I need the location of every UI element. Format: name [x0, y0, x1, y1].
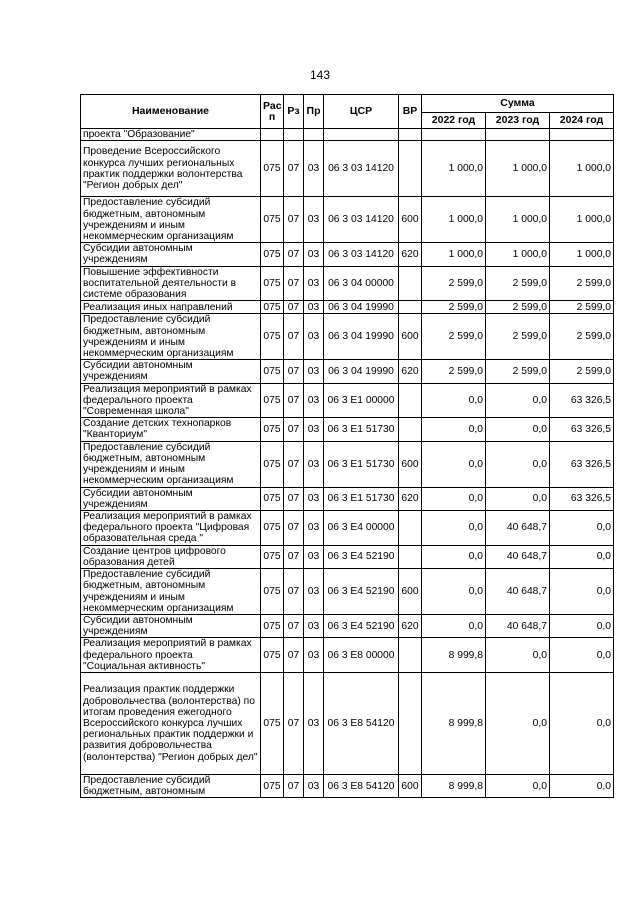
table-row — [81, 775, 614, 798]
row-amount-2022: 8 999,8 — [422, 638, 486, 673]
table-row — [81, 266, 614, 301]
row-amount-2022 — [422, 129, 486, 141]
row-vr: 620 — [399, 243, 422, 266]
row-csr: 06 3 03 14120 — [324, 243, 399, 266]
table-row — [81, 197, 614, 243]
row-amount-2022: 0,0 — [422, 418, 486, 441]
row-rz: 07 — [284, 301, 304, 314]
row-csr: 06 3 E4 52190 — [324, 615, 399, 638]
row-csr: 06 3 03 14120 — [324, 197, 399, 243]
row-csr: 06 3 E4 52190 — [324, 545, 399, 568]
table-row — [81, 129, 614, 141]
row-ras: 075 — [261, 141, 284, 197]
row-csr: 06 3 04 19990 — [324, 314, 399, 360]
row-ras: 075 — [261, 360, 284, 383]
table-row — [81, 615, 614, 638]
row-vr: 600 — [399, 775, 422, 798]
row-amount-2023: 1 000,0 — [486, 197, 550, 243]
row-amount-2024: 0,0 — [550, 638, 614, 673]
row-csr: 06 3 E1 00000 — [324, 383, 399, 418]
row-vr: 600 — [399, 197, 422, 243]
row-rz: 07 — [284, 314, 304, 360]
row-ras: 075 — [261, 545, 284, 568]
page-number: 143 — [309, 68, 331, 82]
row-rz: 07 — [284, 569, 304, 615]
row-ras: 075 — [261, 314, 284, 360]
row-amount-2023: 0,0 — [486, 441, 550, 487]
header-pr: Пр — [304, 95, 324, 129]
table-row — [81, 545, 614, 568]
row-name: Предоставление субсидий бюджетным, автономным — [81, 775, 261, 798]
row-amount-2024: 1 000,0 — [550, 243, 614, 266]
row-vr — [399, 638, 422, 673]
row-name: Субсидии автономным учреждениям — [81, 243, 261, 266]
row-amount-2022: 0,0 — [422, 569, 486, 615]
row-name: Реализация мероприятий в рамках федерального проекта "Современная школа" — [81, 383, 261, 418]
row-pr: 03 — [304, 545, 324, 568]
row-amount-2023: 2 599,0 — [486, 314, 550, 360]
header-csr: ЦСР — [324, 95, 399, 129]
row-amount-2023: 0,0 — [486, 673, 550, 775]
row-csr: 06 3 E1 51730 — [324, 418, 399, 441]
row-pr: 03 — [304, 197, 324, 243]
row-ras: 075 — [261, 511, 284, 546]
row-name: Реализация мероприятий в рамках федерального проекта "Цифровая образовательная среда " — [81, 511, 261, 546]
row-amount-2024: 63 326,5 — [550, 418, 614, 441]
row-ras: 075 — [261, 673, 284, 775]
row-ras: 075 — [261, 441, 284, 487]
row-vr — [399, 383, 422, 418]
row-amount-2023: 0,0 — [486, 775, 550, 798]
row-pr: 03 — [304, 141, 324, 197]
row-name: Создание детских технопарков "Кванториум" — [81, 418, 261, 441]
row-amount-2022: 0,0 — [422, 441, 486, 487]
row-pr: 03 — [304, 569, 324, 615]
row-name: Реализация практик поддержки добровольчества (волонтерства) по итогам проведения ежегодного Всероссийского конкурса лучших региональных практик поддержки и развития добровольчества (волонтерства) "Регион добрых дел" — [81, 673, 261, 775]
row-amount-2023: 2 599,0 — [486, 301, 550, 314]
row-amount-2022: 8 999,8 — [422, 775, 486, 798]
row-rz: 07 — [284, 615, 304, 638]
row-amount-2023: 1 000,0 — [486, 243, 550, 266]
row-pr: 03 — [304, 638, 324, 673]
row-amount-2022: 1 000,0 — [422, 197, 486, 243]
row-pr: 03 — [304, 360, 324, 383]
header-year-2023: 2023 год — [486, 113, 550, 129]
row-amount-2024: 63 326,5 — [550, 383, 614, 418]
table-body — [81, 129, 614, 798]
row-amount-2022: 0,0 — [422, 487, 486, 510]
row-csr: 06 3 E1 51730 — [324, 487, 399, 510]
table-header — [81, 95, 614, 129]
row-rz: 07 — [284, 775, 304, 798]
row-ras: 075 — [261, 243, 284, 266]
row-ras: 075 — [261, 418, 284, 441]
row-amount-2024: 1 000,0 — [550, 197, 614, 243]
row-amount-2024: 2 599,0 — [550, 314, 614, 360]
row-vr — [399, 545, 422, 568]
row-rz: 07 — [284, 673, 304, 775]
row-rz: 07 — [284, 243, 304, 266]
table-row — [81, 487, 614, 510]
row-rz: 07 — [284, 197, 304, 243]
row-amount-2024: 0,0 — [550, 545, 614, 568]
row-vr: 600 — [399, 569, 422, 615]
row-amount-2022: 2 599,0 — [422, 314, 486, 360]
row-csr: 06 3 04 19990 — [324, 360, 399, 383]
row-vr — [399, 511, 422, 546]
row-name: Предоставление субсидий бюджетным, автономным учреждениям и иным некоммерческим организациям — [81, 569, 261, 615]
row-amount-2024: 2 599,0 — [550, 301, 614, 314]
table-row — [81, 383, 614, 418]
row-amount-2022: 2 599,0 — [422, 301, 486, 314]
row-amount-2022: 0,0 — [422, 545, 486, 568]
budget-table — [80, 94, 614, 798]
row-pr: 03 — [304, 418, 324, 441]
row-amount-2023: 0,0 — [486, 487, 550, 510]
row-vr: 620 — [399, 487, 422, 510]
row-amount-2023: 2 599,0 — [486, 360, 550, 383]
row-amount-2022: 1 000,0 — [422, 243, 486, 266]
header-sum: Сумма — [422, 95, 614, 113]
row-ras — [261, 129, 284, 141]
table-row — [81, 441, 614, 487]
row-amount-2023: 40 648,7 — [486, 545, 550, 568]
row-pr — [304, 129, 324, 141]
row-pr: 03 — [304, 615, 324, 638]
row-amount-2023 — [486, 129, 550, 141]
table-row — [81, 301, 614, 314]
row-csr: 06 3 03 14120 — [324, 141, 399, 197]
row-amount-2023: 2 599,0 — [486, 266, 550, 301]
row-pr: 03 — [304, 243, 324, 266]
row-name: Предоставление субсидий бюджетным, автономным учреждениям и иным некоммерческим организациям — [81, 441, 261, 487]
header-name: Наименование — [81, 95, 261, 129]
row-pr: 03 — [304, 511, 324, 546]
row-name: Реализация иных направлений — [81, 301, 261, 314]
row-ras: 075 — [261, 569, 284, 615]
row-name: Субсидии автономным учреждениям — [81, 360, 261, 383]
header-rz: Рз — [284, 95, 304, 129]
row-pr: 03 — [304, 383, 324, 418]
row-amount-2022: 0,0 — [422, 511, 486, 546]
row-rz: 07 — [284, 360, 304, 383]
row-csr: 06 3 E8 00000 — [324, 638, 399, 673]
row-csr: 06 3 04 19990 — [324, 301, 399, 314]
header-year-2022: 2022 год — [422, 113, 486, 129]
row-amount-2023: 0,0 — [486, 638, 550, 673]
row-name: проекта "Образование" — [81, 129, 261, 141]
row-name: Предоставление субсидий бюджетным, автономным учреждениям и иным некоммерческим организациям — [81, 314, 261, 360]
row-pr: 03 — [304, 775, 324, 798]
row-amount-2023: 40 648,7 — [486, 569, 550, 615]
row-amount-2023: 0,0 — [486, 418, 550, 441]
table-row — [81, 418, 614, 441]
row-ras: 075 — [261, 487, 284, 510]
row-name: Субсидии автономным учреждениям — [81, 487, 261, 510]
row-amount-2023: 0,0 — [486, 383, 550, 418]
row-amount-2024: 2 599,0 — [550, 266, 614, 301]
row-amount-2023: 1 000,0 — [486, 141, 550, 197]
header-year-2024: 2024 год — [550, 113, 614, 129]
row-vr: 600 — [399, 314, 422, 360]
row-ras: 075 — [261, 615, 284, 638]
row-amount-2022: 2 599,0 — [422, 360, 486, 383]
row-amount-2022: 0,0 — [422, 615, 486, 638]
row-csr — [324, 129, 399, 141]
row-vr — [399, 266, 422, 301]
row-amount-2024: 0,0 — [550, 569, 614, 615]
row-pr: 03 — [304, 314, 324, 360]
row-pr: 03 — [304, 441, 324, 487]
row-vr — [399, 301, 422, 314]
row-amount-2022: 1 000,0 — [422, 141, 486, 197]
row-rz: 07 — [284, 487, 304, 510]
row-rz: 07 — [284, 266, 304, 301]
row-vr — [399, 129, 422, 141]
row-csr: 06 3 E8 54120 — [324, 673, 399, 775]
row-vr — [399, 673, 422, 775]
row-ras: 075 — [261, 301, 284, 314]
row-name: Создание центров цифрового образования детей — [81, 545, 261, 568]
row-pr: 03 — [304, 266, 324, 301]
table-row — [81, 314, 614, 360]
row-name: Повышение эффективности воспитательной деятельности в системе образования — [81, 266, 261, 301]
row-rz: 07 — [284, 638, 304, 673]
table-row — [81, 638, 614, 673]
row-amount-2024 — [550, 129, 614, 141]
row-amount-2024: 63 326,5 — [550, 441, 614, 487]
row-amount-2024: 63 326,5 — [550, 487, 614, 510]
row-csr: 06 3 E1 51730 — [324, 441, 399, 487]
row-ras: 075 — [261, 383, 284, 418]
row-name: Реализация мероприятий в рамках федерального проекта "Социальная активность" — [81, 638, 261, 673]
row-vr — [399, 141, 422, 197]
table-row — [81, 243, 614, 266]
row-csr: 06 3 04 00000 — [324, 266, 399, 301]
row-csr: 06 3 E8 54120 — [324, 775, 399, 798]
row-rz: 07 — [284, 511, 304, 546]
row-name: Проведение Всероссийского конкурса лучших региональных практик поддержки волонтерства "Регион добрых дел" — [81, 141, 261, 197]
row-ras: 075 — [261, 638, 284, 673]
row-amount-2024: 0,0 — [550, 511, 614, 546]
table-row — [81, 360, 614, 383]
table-row — [81, 569, 614, 615]
row-csr: 06 3 E4 52190 — [324, 569, 399, 615]
row-name: Предоставление субсидий бюджетным, автономным учреждениям и иным некоммерческим организациям — [81, 197, 261, 243]
row-amount-2024: 0,0 — [550, 615, 614, 638]
row-pr: 03 — [304, 301, 324, 314]
row-vr — [399, 418, 422, 441]
row-rz: 07 — [284, 418, 304, 441]
row-rz — [284, 129, 304, 141]
row-rz: 07 — [284, 383, 304, 418]
row-rz: 07 — [284, 441, 304, 487]
row-ras: 075 — [261, 775, 284, 798]
row-ras: 075 — [261, 197, 284, 243]
row-amount-2024: 1 000,0 — [550, 141, 614, 197]
header-ras: Рас п — [261, 95, 284, 129]
row-rz: 07 — [284, 545, 304, 568]
header-vr: ВР — [399, 95, 422, 129]
row-vr: 600 — [399, 441, 422, 487]
row-pr: 03 — [304, 487, 324, 510]
row-vr: 620 — [399, 360, 422, 383]
row-pr: 03 — [304, 673, 324, 775]
table-row — [81, 673, 614, 775]
row-amount-2024: 2 599,0 — [550, 360, 614, 383]
row-ras: 075 — [261, 266, 284, 301]
row-amount-2024: 0,0 — [550, 673, 614, 775]
row-amount-2022: 0,0 — [422, 383, 486, 418]
row-amount-2023: 40 648,7 — [486, 615, 550, 638]
row-csr: 06 3 E4 00000 — [324, 511, 399, 546]
row-amount-2022: 2 599,0 — [422, 266, 486, 301]
row-name: Субсидии автономным учреждениям — [81, 615, 261, 638]
table-row — [81, 141, 614, 197]
table-row — [81, 511, 614, 546]
row-amount-2024: 0,0 — [550, 775, 614, 798]
row-rz: 07 — [284, 141, 304, 197]
row-amount-2022: 8 999,8 — [422, 673, 486, 775]
row-amount-2023: 40 648,7 — [486, 511, 550, 546]
row-vr: 620 — [399, 615, 422, 638]
